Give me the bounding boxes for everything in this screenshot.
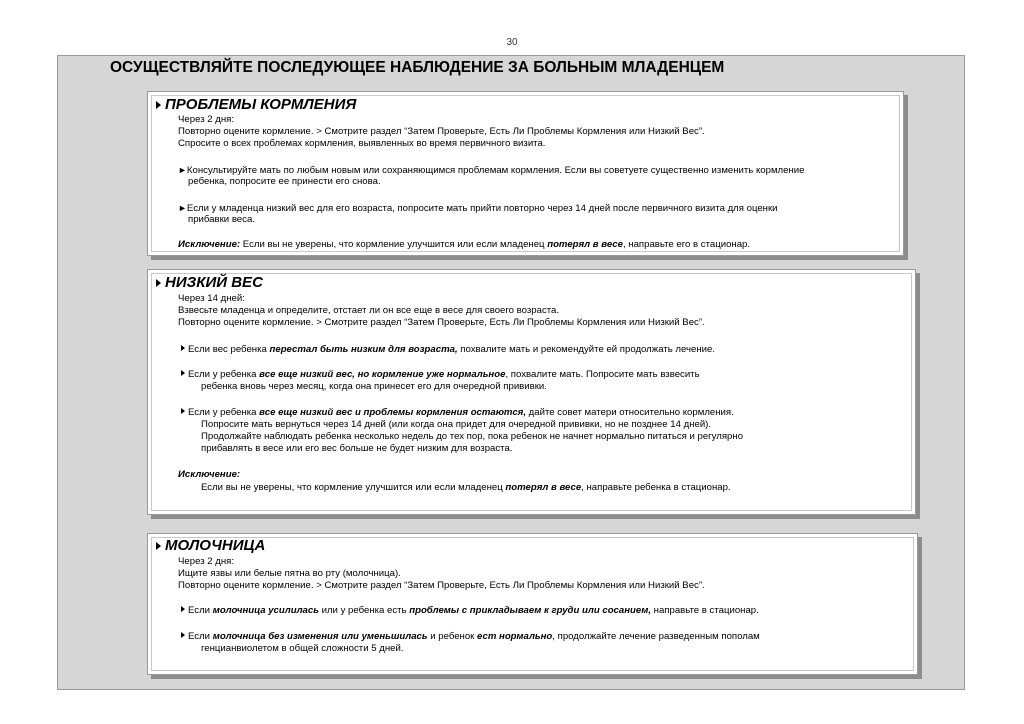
arrow-bullet-icon: ► xyxy=(178,203,187,213)
low-weight-card xyxy=(147,269,916,515)
ask-line: Спросите о всех проблемах кормления, выявленных во время первичного визита. xyxy=(178,138,546,149)
reassess-line: Повторно оцените кормление. > Смотрите раздел “Затем Проверьте, Есть Ли Проблемы Кормления или Низкий Вес”. xyxy=(178,580,705,591)
triangle-bullet-icon xyxy=(156,279,161,287)
followup-interval: Через 2 дня: xyxy=(178,556,235,567)
still-low-problems-cont-3: прибавлять в весе или его вес больше не будет низким для возраста. xyxy=(201,443,513,454)
followup-interval: Через 14 дней: xyxy=(178,293,245,304)
still-low-normal-bullet: Если у ребенка все еще низкий вес, но кормление уже нормальное, похвалите мать. Попросите мать взвесить xyxy=(181,369,700,381)
counsel-bullet-cont: ребенка, попросите ее принести его снова. xyxy=(188,176,381,187)
arrow-bullet-icon: ► xyxy=(178,165,187,175)
exception-line: Если вы не уверены, что кормление улучшится или если младенец потерял в весе, направьте ребенка в стационар. xyxy=(201,482,731,493)
weigh-line: Взвесьте младенца и определите, отстает ли он все еще в весе для своего возраста. xyxy=(178,305,560,316)
reassess-line: Повторно оцените кормление. > Смотрите раздел “Затем Проверьте, Есть Ли Проблемы Кормления или Низкий Вес”. xyxy=(178,317,705,328)
triangle-bullet-icon xyxy=(181,632,185,638)
thrush-same-bullet: Если молочница без изменения или уменьшилась и ребенок ест нормально, продолжайте лечение разведенным пополам xyxy=(181,631,760,643)
thrush-title: МОЛОЧНИЦА xyxy=(156,537,265,554)
low-weight-title: НИЗКИЙ ВЕС xyxy=(156,274,263,291)
lowweight-bullet-cont: прибавки веса. xyxy=(188,214,255,225)
followup-interval: Через 2 дня: xyxy=(178,114,235,125)
lowweight-bullet: ►Если у младенца низкий вес для его возраста, попросите мать прийти повторно через 14 дней после первичного визита для оценки xyxy=(178,203,778,214)
still-low-normal-cont: ребенка вновь через месяц, когда она принесет его для очередной прививки. xyxy=(201,381,547,392)
exception-label: Исключение: xyxy=(178,469,241,480)
still-low-problems-bullet: Если у ребенка все еще низкий вес и проблемы кормления остаются, дайте совет матери относительно кормления. xyxy=(181,407,734,419)
look-line: Ищите язвы или белые пятна во рту (молочница). xyxy=(178,568,401,579)
still-low-problems-cont-1: Попросите мать вернуться через 14 дней (или когда она придет для очередной прививки, но не позднее 14 дней). xyxy=(201,419,712,430)
exception-line: Исключение: Если вы не уверены, что кормление улучшится или если младенец потерял в весе, направьте его в стационар. xyxy=(178,239,751,250)
triangle-bullet-icon xyxy=(181,606,185,612)
feeding-problems-card xyxy=(147,91,904,256)
triangle-bullet-icon xyxy=(181,370,185,376)
not-low-bullet: Если вес ребенка перестал быть низким для возраста, похвалите мать и рекомендуйте ей продолжать лечение. xyxy=(181,344,715,356)
thrush-card xyxy=(147,533,918,675)
thrush-worse-bullet: Если молочница усилилась или у ребенка есть проблемы с прикладываем к груди или сосанием, направьте в стационар. xyxy=(181,605,759,617)
triangle-bullet-icon xyxy=(181,345,185,351)
counsel-bullet: ►Консультируйте мать по любым новым или сохраняющимся проблемам кормления. Если вы советуете существенно изменить кормление xyxy=(178,165,805,176)
page-title: ОСУЩЕСТВЛЯЙТЕ ПОСЛЕДУЮЩЕЕ НАБЛЮДЕНИЕ ЗА БОЛЬНЫМ МЛАДЕНЦЕМ xyxy=(110,59,725,76)
thrush-same-cont: генцианвиолетом в общей сложности 5 дней. xyxy=(201,643,404,654)
triangle-bullet-icon xyxy=(156,542,161,550)
page-number: 30 xyxy=(506,37,518,48)
triangle-bullet-icon xyxy=(181,408,185,414)
still-low-problems-cont-2: Продолжайте наблюдать ребенка несколько недель до тех пор, пока ребенок не начнет нормально питаться и регулярно xyxy=(201,431,744,442)
reassess-line: Повторно оцените кормление. > Смотрите раздел “Затем Проверьте, Есть Ли Проблемы Кормления или Низкий Вес”. xyxy=(178,126,705,137)
feeding-problems-title: ПРОБЛЕМЫ КОРМЛЕНИЯ xyxy=(156,96,356,113)
triangle-bullet-icon xyxy=(156,101,161,109)
